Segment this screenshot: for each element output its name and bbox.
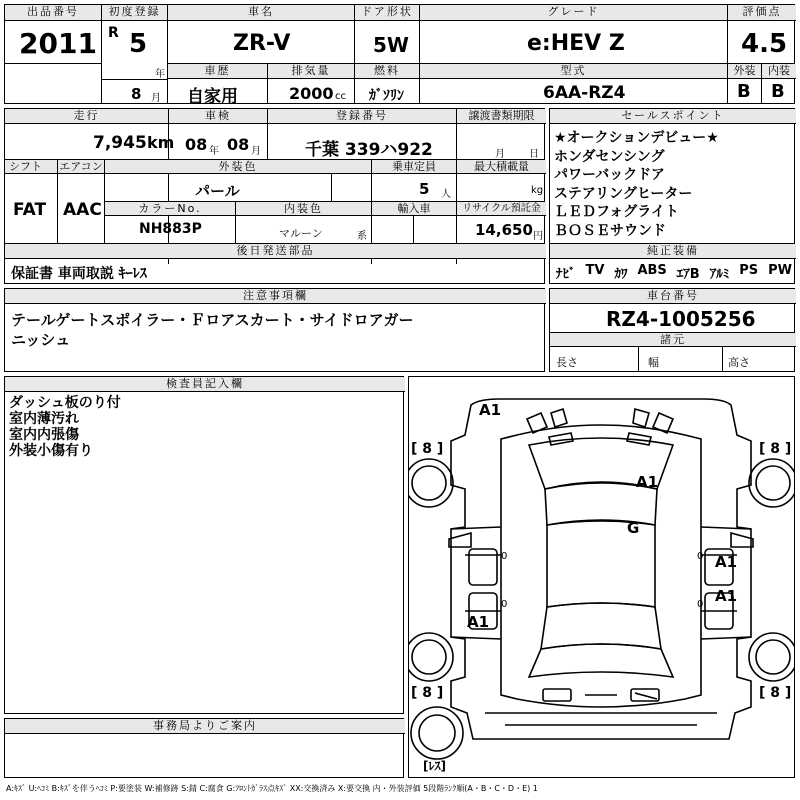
model-code-header: 型式 [420, 64, 727, 79]
aircon-header: エアコン [59, 160, 103, 173]
equipment-item: TV [585, 263, 605, 278]
max-load-unit: kg [531, 185, 544, 196]
selling-point: ＢＯＳＥサウンド [554, 222, 666, 239]
dims-header: 諸元 [550, 333, 796, 347]
aircon: AAC [63, 200, 102, 220]
inspector-block [4, 376, 404, 714]
car-outline-drawing [409, 377, 794, 777]
chassis-number: RZ4-1005256 [606, 307, 756, 331]
equipment-header: 純正装備 [550, 244, 796, 259]
zero-mark: 0 [501, 551, 508, 562]
width-label: 幅 [648, 356, 659, 369]
selling-point: ホンダセンシング [554, 148, 665, 165]
later-parts-header: 後日発送部品 [5, 244, 546, 259]
displacement: 2000 [289, 84, 334, 103]
first-reg-year: 5 [129, 29, 148, 59]
fuel-header: 燃料 [355, 64, 419, 79]
first-reg-header: 初度登録 [102, 5, 167, 21]
model-code: 6AA-RZ4 [543, 83, 626, 103]
inspector-line: ダッシュ板のり付 [9, 395, 121, 411]
selling-point: ★オークションデビュー★ [554, 130, 719, 146]
int-color: マルーン [279, 227, 323, 240]
selling-points-list [554, 129, 719, 240]
damage-mark-right-rear: A1 [715, 587, 738, 605]
displacement-header: 排気量 [268, 64, 354, 79]
equipment-item: PS [739, 263, 759, 278]
equipment-item: ﾅﾋﾞ [556, 267, 576, 282]
color-no: NH883P [139, 221, 202, 237]
mileage-unit: km [147, 133, 175, 152]
transfer-day-unit: 日 [529, 149, 539, 160]
notes-line1: テールゲートスポイラー・Ｆロアスカート・サイドロアガー [11, 311, 414, 329]
capacity-header: 乗車定員 [372, 160, 456, 174]
grade: e:HEV Z [527, 31, 625, 56]
shift: FAT [13, 200, 47, 220]
tire-front-left: [ 8 ] [411, 441, 444, 457]
selling-point: ステアリングヒーター [554, 185, 693, 202]
recycle-unit: 円 [533, 231, 543, 242]
year-unit: 年 [155, 69, 165, 80]
damage-mark-left-rear: A1 [467, 613, 490, 631]
top-block [4, 4, 795, 107]
inspector-line: 室内内張傷 [9, 427, 79, 443]
notes-block [4, 288, 545, 372]
month-unit: 月 [151, 93, 161, 104]
int-header: 内装 [762, 64, 796, 79]
damage-mark-roof: A1 [636, 473, 659, 491]
fuel: ｶﾞｿﾘﾝ [369, 88, 404, 104]
door: 5W [373, 33, 409, 57]
lot-no: 2011 [19, 27, 97, 60]
score: 4.5 [741, 29, 788, 59]
ext-header: 外装 [728, 64, 761, 79]
inspector-notes [9, 395, 121, 459]
equipment-list [556, 263, 792, 282]
first-reg-month: 8 [131, 85, 142, 103]
insp-month: 08 [227, 135, 250, 154]
car-diagram [408, 376, 795, 778]
model-name: ZR-V [233, 31, 291, 56]
lot-no-header: 出品番号 [5, 5, 101, 21]
damage-mark-glass: G [627, 519, 640, 537]
office-block [4, 718, 404, 778]
zero-mark: 0 [501, 599, 508, 610]
chassis-header: 車台番号 [550, 289, 796, 304]
later-parts: 保証書 車両取説 ｷｰﾚｽ [11, 266, 147, 282]
plate-header: 登録番号 [268, 109, 456, 124]
inspector-header: 検査員記入欄 [5, 377, 405, 392]
ext-color: パール [195, 182, 240, 200]
shift-header: シフト [5, 160, 57, 174]
transfer-month-unit: 月 [495, 149, 505, 160]
score-header: 評価点 [728, 5, 796, 21]
tire-front-right: [ 8 ] [759, 441, 792, 457]
plate: 千葉 339ハ922 [305, 140, 433, 160]
transfer-header: 譲渡書類期限 [457, 109, 546, 124]
spare-tire: [ﾚｽ] [423, 759, 446, 773]
equipment-item: PW [768, 263, 792, 278]
capacity: 5 [419, 180, 430, 198]
office-header: 事務局よりご案内 [5, 719, 405, 734]
selling-point: ＬＥＤフォグライト [554, 204, 679, 220]
equipment-item: ｶﾜ [614, 267, 628, 282]
displacement-unit: cc [335, 91, 346, 102]
ext-color-header: 外装色 [105, 160, 371, 174]
history: 自家用 [187, 87, 238, 107]
chassis-block [549, 288, 795, 372]
int-color-header: 内装色 [236, 202, 371, 216]
selling-points-block [549, 108, 795, 284]
selling-points-header: セールスポイント [550, 109, 796, 124]
length-label: 長さ [556, 356, 578, 369]
import-header: 輸入車 [372, 202, 456, 216]
inspector-line: 室内薄汚れ [9, 411, 79, 427]
height-label: 高さ [728, 356, 750, 369]
history-header: 車歴 [168, 64, 267, 79]
model-name-header: 車名 [168, 5, 354, 21]
recycle-header: リサイクル預託金 [457, 202, 546, 216]
capacity-unit: 人 [441, 189, 451, 200]
equipment-item: ｴｱB [676, 267, 700, 282]
max-load-header: 最大積載量 [457, 160, 546, 174]
equipment-item: ABS [637, 263, 667, 278]
grade-header: グレード [420, 5, 727, 21]
insp-year: 08 [185, 135, 208, 154]
mileage-header: 走行 [5, 109, 168, 124]
insp-month-unit: 月 [251, 146, 261, 157]
int-grade: B [771, 81, 785, 102]
mileage: 7,945 [93, 133, 147, 153]
legend: A:ｷｽﾞ U:ﾍｺﾐ B:ｷｽﾞを伴うﾍｺﾐ P:要塗装 W:補修跡 S:錆 C:腐食 G:ﾌﾛﾝﾄｶﾞﾗｽ点ｷｽﾞ XX:交換済み X:要交換 内・外装評価 5段階ﾗﾝｸ順(A・B・C・D・E) 1 [6, 784, 538, 793]
inspector-line: 外装小傷有り [9, 443, 93, 459]
tire-rear-left: [ 8 ] [411, 685, 444, 701]
tire-rear-right: [ 8 ] [759, 685, 792, 701]
inspection-header: 車検 [169, 109, 267, 124]
int-color-suffix: 系 [357, 231, 367, 242]
selling-point: パワーバックドア [554, 167, 665, 183]
insp-year-unit: 年 [209, 146, 219, 157]
equipment-item: ｱﾙﾐ [709, 267, 730, 282]
ext-grade: B [737, 81, 751, 102]
door-header: ドア形状 [355, 5, 419, 21]
color-no-header: カラーNo. [105, 202, 235, 216]
mid-block [4, 108, 545, 284]
notes-header: 注意事項欄 [5, 289, 546, 304]
zero-mark: 0 [697, 551, 704, 562]
damage-mark-hood: A1 [479, 401, 502, 419]
notes-line2: ニッシュ [11, 331, 71, 349]
zero-mark: 0 [697, 599, 704, 610]
damage-mark-right-front: A1 [715, 553, 738, 571]
era: R [108, 25, 119, 41]
recycle: 14,650 [475, 221, 533, 239]
